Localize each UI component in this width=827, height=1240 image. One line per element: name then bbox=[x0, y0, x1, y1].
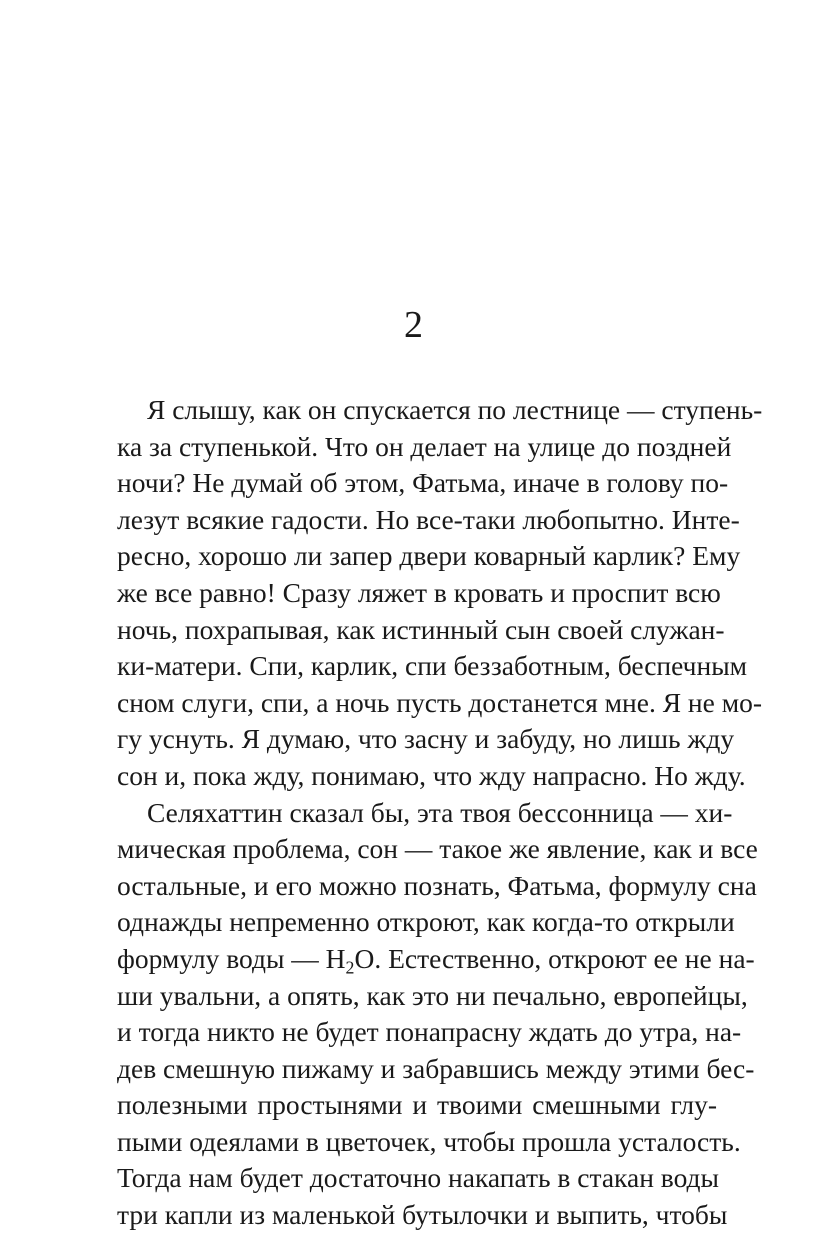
formula-text-before: формулу воды — H bbox=[117, 942, 346, 974]
formula-line bbox=[117, 941, 755, 978]
text-line: лезут всякие гадости. Но все-таки любопытно. Инте- bbox=[117, 503, 740, 535]
text-line: и тогда никто не будет понапрасну ждать до утра, на- bbox=[117, 1016, 742, 1048]
text-line: Селяхаттин сказал бы, эта твоя бессонница — хи- bbox=[147, 796, 733, 828]
formula-subscript: 2 bbox=[345, 957, 355, 978]
text-line: ки-матери. Спи, карлик, спи беззаботным, беспечным bbox=[117, 650, 748, 682]
text-line: ночь, похрапывая, как истинный сын своей служан- bbox=[117, 613, 725, 645]
text-line: Я слышу, как он спускается по лестнице — ступень- bbox=[147, 394, 763, 425]
text-line: же все равно! Сразу ляжет в кровать и проспит всю bbox=[117, 576, 721, 608]
chapter-number: 2 bbox=[404, 304, 423, 346]
text-line: сном слуги, спи, а ночь пусть достанется мне. Я не мо- bbox=[117, 686, 763, 718]
text-line: ночи? Не думай об этом, Фатьма, иначе в голову по- bbox=[117, 467, 729, 499]
formula-text-after: O. Естественно, откроют ее не на- bbox=[354, 942, 755, 974]
text-line: остальные, и его можно познать, Фатьма, формулу сна bbox=[117, 869, 757, 901]
text-line: Тогда нам будет достаточно накапать в стакан воды bbox=[117, 1162, 720, 1194]
text-line: пыми одеялами в цветочек, чтобы прошла усталость. bbox=[117, 1125, 741, 1157]
text-line: полезными простынями и твоими смешными глу- bbox=[117, 1089, 717, 1121]
text-line: гу уснуть. Я думаю, что засну и забуду, но лишь жду bbox=[117, 723, 735, 755]
text-line: мическая проблема, сон — такое же явление, как и все bbox=[117, 833, 758, 865]
text-line: ресно, хорошо ли запер двери коварный карлик? Ему bbox=[117, 540, 741, 572]
text-line: сон и, пока жду, понимаю, что жду напрасно. Но жду. bbox=[117, 759, 746, 791]
text-line: три капли из маленькой бутылочки и выпить, чтобы bbox=[117, 1199, 728, 1231]
text-line: ши увальни, а опять, как это ни печально, европейцы, bbox=[117, 979, 748, 1011]
body-text bbox=[117, 392, 763, 1234]
text-line: однажды непременно откроют, как когда-то открыли bbox=[117, 906, 735, 938]
text-line: дев смешную пижаму и забравшись между этими бес- bbox=[117, 1052, 755, 1084]
text-line: ка за ступенькой. Что он делает на улице до поздней bbox=[117, 430, 732, 462]
